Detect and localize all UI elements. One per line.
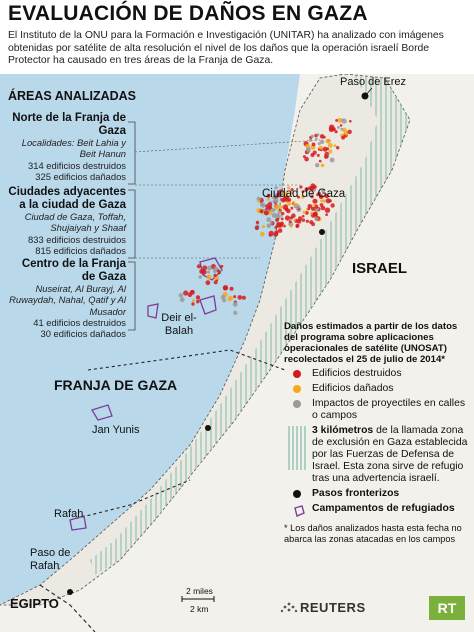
- label-erez: Paso de Erez: [340, 76, 407, 88]
- damage-point: [318, 142, 321, 145]
- buffer-hatch-icon: [288, 426, 306, 474]
- label-rafah-crossing: Paso de Rafah: [30, 547, 71, 572]
- damage-point: [196, 300, 200, 304]
- rafah-crossing-marker: [67, 589, 73, 595]
- damage-point: [268, 206, 272, 210]
- damage-point: [342, 118, 347, 123]
- damage-point: [328, 143, 333, 148]
- damage-point: [278, 205, 282, 209]
- damage-point: [288, 202, 292, 206]
- damage-point: [312, 143, 316, 147]
- damage-point: [207, 275, 212, 280]
- damage-point: [257, 200, 260, 203]
- damage-point: [214, 280, 218, 284]
- damage-point: [309, 220, 313, 224]
- damage-point: [311, 135, 314, 138]
- legend-camps: [284, 503, 470, 515]
- label-gaza-city: Ciudad de Gaza: [262, 188, 346, 200]
- damage-point: [313, 212, 318, 217]
- damage-point: [307, 149, 311, 153]
- legend: [284, 321, 470, 545]
- damage-point: [303, 211, 306, 214]
- damage-point: [270, 222, 273, 225]
- damage-point: [319, 160, 322, 163]
- area-destroyed: 41 edificios destruidos: [33, 316, 126, 328]
- damage-point: [213, 274, 216, 277]
- label-gaza-strip: FRANJA DE GAZA: [54, 377, 178, 393]
- damage-point: [283, 225, 286, 228]
- damage-point: [264, 211, 269, 216]
- legend-impacts: [284, 398, 470, 422]
- reuters-logo: REUTERS: [300, 600, 366, 615]
- legend-buffer: [284, 425, 470, 485]
- damage-point: [315, 137, 318, 140]
- damage-point: [238, 295, 243, 300]
- damage-point: [191, 290, 194, 293]
- damage-point: [217, 269, 220, 272]
- label-khan-yunis: Jan Yunis: [92, 424, 140, 436]
- damage-point: [320, 134, 325, 139]
- damage-point: [317, 154, 320, 157]
- damage-point: [334, 144, 337, 147]
- legend-buffer-bold: 3 kilómetros: [312, 425, 374, 436]
- legend-damaged-label: Edificios dañados: [312, 383, 394, 394]
- damage-point: [340, 124, 343, 127]
- area-destroyed: 833 edificios destruidos: [28, 233, 126, 245]
- damage-point: [307, 207, 310, 210]
- damage-point: [266, 217, 271, 222]
- damage-point: [281, 218, 284, 221]
- damage-point: [191, 302, 194, 305]
- legend-note: * Los daños analizados hasta esta fecha no abarca las zonas atacadas en los campos: [284, 523, 462, 544]
- damage-point: [328, 149, 332, 153]
- damage-point: [317, 133, 320, 136]
- impact-dot-icon: [293, 400, 301, 408]
- damage-point: [324, 155, 328, 159]
- areas-heading: ÁREAS ANALIZADAS: [8, 89, 137, 103]
- damage-point: [269, 234, 272, 237]
- damage-point: [295, 203, 298, 206]
- damage-point: [267, 224, 271, 228]
- damage-point: [290, 225, 293, 228]
- damage-point: [277, 222, 282, 227]
- area-center: [8, 258, 126, 339]
- area-damaged: 30 edificios dañados: [40, 328, 126, 339]
- damage-point: [303, 155, 306, 158]
- damage-point: [289, 220, 292, 223]
- damage-point: [180, 297, 185, 302]
- damage-point: [313, 151, 317, 155]
- legend-crossings: [284, 488, 470, 500]
- damage-point: [292, 201, 295, 204]
- rt-logo: RT: [429, 596, 465, 620]
- legend-destroyed: [284, 368, 470, 380]
- damage-point: [199, 275, 203, 279]
- area-damaged: 325 edificios dañados: [35, 170, 126, 182]
- damage-point: [242, 296, 246, 300]
- damage-point: [325, 208, 330, 213]
- legend-impacts-label: Impactos de proyectiles en calles o campos: [312, 398, 466, 421]
- crossing-marker: [205, 425, 211, 431]
- destroyed-dot-icon: [293, 370, 301, 378]
- damage-point: [319, 146, 323, 150]
- damage-point: [233, 295, 236, 298]
- damage-point: [286, 209, 291, 214]
- damage-point: [206, 280, 211, 285]
- damage-point: [183, 290, 188, 295]
- damage-point: [196, 295, 200, 299]
- crossing-dot-icon: [293, 490, 301, 498]
- damage-point: [290, 216, 293, 219]
- damage-point: [256, 221, 259, 224]
- damage-point: [302, 215, 305, 218]
- crossing-marker: [319, 229, 325, 235]
- damage-point: [228, 296, 233, 301]
- damage-point: [293, 219, 296, 222]
- damage-point: [202, 269, 207, 274]
- area-name: Ciudades adyacentes a la ciudad de Gaza: [8, 186, 126, 211]
- damage-point: [207, 271, 210, 274]
- area-localities: Localidades: Beit Lahia y Beit Hanun: [21, 137, 126, 160]
- damage-point: [340, 128, 343, 131]
- damage-point: [335, 119, 338, 122]
- damage-point: [207, 266, 212, 271]
- legend-camps-label: Campamentos de refugiados: [312, 503, 455, 514]
- damage-point: [341, 136, 345, 140]
- damage-point: [314, 217, 318, 221]
- damage-point: [310, 212, 313, 215]
- legend-destroyed-label: Edificios destruidos: [312, 368, 402, 379]
- damage-point: [309, 139, 312, 142]
- area-name: Norte de la Franja de Gaza: [12, 112, 126, 137]
- damaged-dot-icon: [293, 385, 301, 393]
- damage-point: [272, 213, 277, 218]
- area-name: Centro de la Franja de Gaza: [21, 258, 126, 283]
- damage-point: [349, 120, 352, 123]
- damage-point: [325, 213, 328, 216]
- damage-point: [315, 163, 319, 167]
- damage-point: [332, 127, 336, 131]
- label-deir-el-balah: Deir el-Balah: [161, 312, 197, 337]
- area-gaza-city: [4, 186, 126, 256]
- damage-point: [291, 207, 294, 210]
- damage-point: [330, 158, 335, 163]
- legend-buffer-label: de la llamada zona de exclusión en Gaza establecida por las Fuerzas de Defensa de Israel. Esta zona sirve de refugio tras una advertencia israelí.: [312, 425, 468, 484]
- legend-damaged: [284, 383, 470, 395]
- damage-point: [326, 139, 331, 144]
- label-israel: ISRAEL: [352, 260, 408, 277]
- damage-point: [260, 232, 265, 237]
- damage-point: [260, 209, 264, 213]
- damage-point: [223, 286, 227, 290]
- scale-km: 2 km: [190, 604, 209, 614]
- damage-point: [230, 287, 234, 291]
- damage-point: [297, 219, 301, 223]
- damage-point: [306, 220, 309, 223]
- scale-miles: 2 miles: [186, 586, 213, 596]
- area-localities: Nuseirat, Al Burayj, Al Ruwaydah, Nahal, Qatif y Al Musador: [9, 283, 126, 317]
- legend-crossings-label: Pasos fronterizos: [312, 488, 400, 499]
- area-north: [8, 112, 126, 182]
- label-egypt: EGIPTO: [10, 596, 59, 611]
- damage-point: [274, 230, 278, 234]
- area-damaged: 815 edificios dañados: [35, 244, 126, 256]
- damage-point: [192, 299, 195, 302]
- damage-point: [336, 146, 339, 149]
- damage-point: [262, 225, 265, 228]
- damage-point: [255, 226, 259, 230]
- damage-point: [220, 265, 223, 268]
- damage-point: [311, 207, 315, 211]
- damage-point: [285, 215, 290, 220]
- damage-point: [321, 206, 326, 211]
- damage-point: [260, 202, 264, 206]
- damage-point: [197, 264, 201, 268]
- damage-point: [276, 218, 280, 222]
- intro-text: El Instituto de la ONU para la Formación e Investigación (UNITAR) ha analizado con imágenes obtenidas por satélite de alta resolución el nivel de los daños que la operación israelí Borde Protector ha causado en tres áreas de la Franja de Gaza.: [8, 30, 444, 67]
- damage-point: [281, 212, 284, 215]
- label-rafah: Rafah: [54, 508, 84, 520]
- area-localities: Ciudad de Gaza, Toffah, Shujaiyah y Shaaf: [24, 211, 126, 234]
- camp-outline-icon: [293, 505, 305, 521]
- damage-point: [326, 147, 329, 150]
- damage-point: [233, 302, 238, 307]
- damage-point: [274, 205, 279, 210]
- damage-point: [347, 130, 352, 135]
- damage-point: [179, 293, 184, 298]
- damage-point: [321, 164, 325, 168]
- damage-point: [337, 126, 340, 129]
- page-title: EVALUACIÓN DE DAÑOS EN GAZA: [8, 2, 368, 25]
- legend-title: Daños estimados a partir de los datos del programa sobre aplicaciones operacionales de satélite (UNOSAT) recolectados el 25 de julio de 2014*: [284, 321, 458, 365]
- damage-point: [296, 225, 299, 228]
- damage-point: [233, 311, 237, 315]
- damage-point: [330, 203, 334, 207]
- damage-point: [302, 219, 305, 222]
- damage-point: [222, 298, 226, 302]
- area-destroyed: 314 edificios destruidos: [28, 159, 126, 171]
